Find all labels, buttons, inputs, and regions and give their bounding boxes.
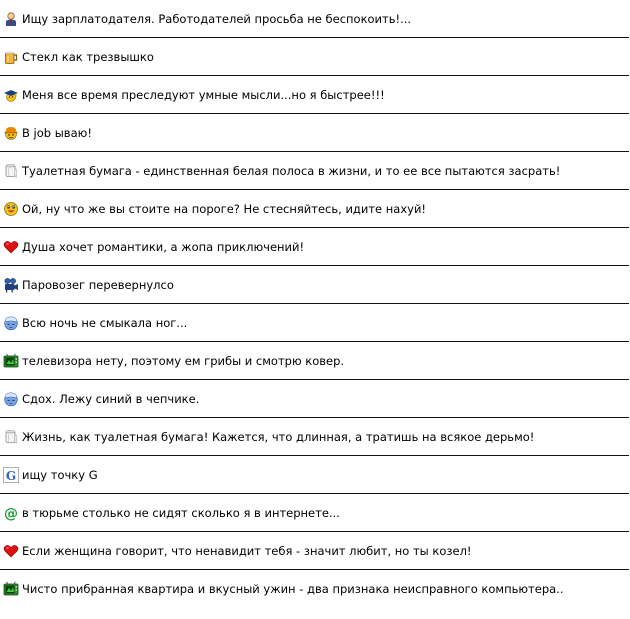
status-text: Меня все время преследуют умные мысли...но я быстрее!!! <box>22 88 385 102</box>
list-item[interactable] <box>0 342 630 380</box>
status-text: ищу точку G <box>22 468 98 482</box>
status-text: телевизора нету, поэтому ем грибы и смотрю ковер. <box>22 354 345 368</box>
toilet-paper-icon <box>3 163 19 179</box>
status-text: Всю ночь не смыкала ног... <box>22 316 188 330</box>
status-text: Ищу зарплатодателя. Работодателей просьба не беспокоить!... <box>22 12 412 26</box>
list-item[interactable] <box>0 76 630 114</box>
tv-icon <box>3 353 19 369</box>
list-item[interactable] <box>0 494 630 532</box>
heart-icon <box>3 543 19 559</box>
beer-mug-icon <box>3 49 19 65</box>
list-item[interactable] <box>0 38 630 76</box>
businessman-icon <box>3 11 19 27</box>
status-text: В job ываю! <box>22 126 92 140</box>
list-item[interactable] <box>0 304 630 342</box>
sleeping-smiley-icon <box>3 391 19 407</box>
list-item[interactable] <box>0 418 630 456</box>
sleeping-smiley-icon <box>3 315 19 331</box>
status-text: Стекл как трезвышко <box>22 50 154 64</box>
tongue-smiley-icon <box>3 201 19 217</box>
at-sign-icon <box>3 505 19 521</box>
list-item[interactable] <box>0 152 630 190</box>
status-text: Туалетная бумага - единственная белая полоса в жизни, и то ее все пытаются засрать! <box>22 164 561 178</box>
list-item[interactable] <box>0 456 630 494</box>
tv-icon <box>3 581 19 597</box>
list-item[interactable] <box>0 228 630 266</box>
status-text: Чисто прибранная квартира и вкусный ужин - два признака неисправного компьютера.. <box>22 582 564 596</box>
graduation-cap-icon <box>3 87 19 103</box>
list-item[interactable] <box>0 570 630 614</box>
status-text: Если женщина говорит, что ненавидит тебя - значит любит, но ты козел! <box>22 544 472 558</box>
list-item[interactable] <box>0 0 630 38</box>
svg-text:G: G <box>5 468 17 483</box>
status-text: Жизнь, как туалетная бумага! Кажется, что длинная, а тратишь на всякое дерьмо! <box>22 430 535 444</box>
list-item[interactable] <box>0 190 630 228</box>
status-text: Душа хочет романтики, а жопа приключений! <box>22 240 305 254</box>
movie-camera-icon <box>3 277 19 293</box>
list-item[interactable] <box>0 532 630 570</box>
status-text: Ой, ну что же вы стоите на пороге? Не стесняйтесь, идите нахуй! <box>22 202 427 216</box>
list-item[interactable] <box>0 114 630 152</box>
hardhat-smiley-icon <box>3 125 19 141</box>
google-g-icon <box>3 467 19 483</box>
svg-text:@: @ <box>4 506 18 521</box>
toilet-paper-icon <box>3 429 19 445</box>
list-item[interactable] <box>0 380 630 418</box>
list-item[interactable] <box>0 266 630 304</box>
status-text: Паровозег перевернулсо <box>22 278 174 292</box>
status-text: в тюрьме столько не сидят сколько я в интернете... <box>22 506 340 520</box>
status-text: Сдох. Лежу синий в чепчике. <box>22 392 200 406</box>
heart-icon <box>3 239 19 255</box>
